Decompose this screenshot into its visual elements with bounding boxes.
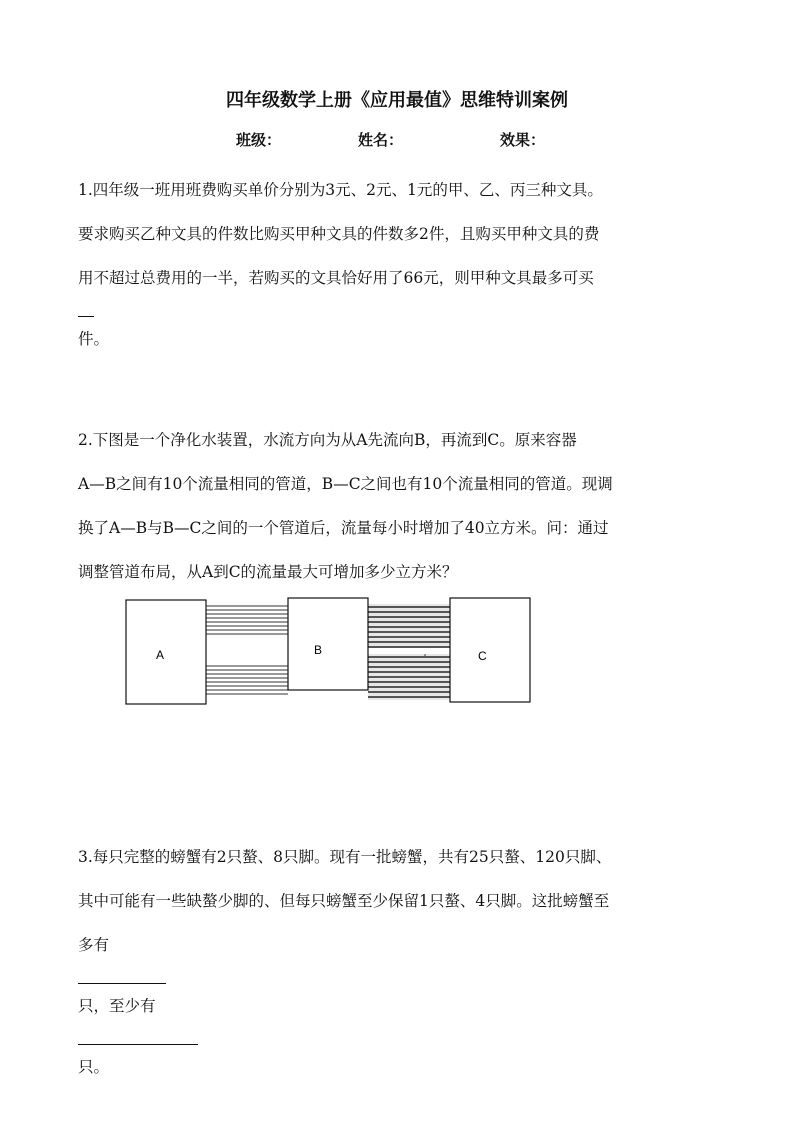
question-3-line-2: 其中可能有一些缺螯少脚的、但每只螃蟹至少保留1只螯、4只脚。这批螃蟹至 xyxy=(78,892,610,910)
label-b: B xyxy=(314,643,323,657)
question-3 xyxy=(78,835,728,1089)
question-2-line-1: 2.下图是一个净化水装置，水流方向为从A先流向B，再流到C。原来容器 xyxy=(78,431,577,449)
answer-blank-max[interactable] xyxy=(78,967,166,984)
question-3-line-3-mid: 只，至少有 xyxy=(78,997,156,1015)
question-3-line-1: 3.每只完整的螃蟹有2只螯、8只脚。现有一批螃蟹，共有25只螯、120只脚、 xyxy=(78,848,612,866)
question-2-line-3: 换了A—B与B—C之间的一个管道后，流量每小时增加了40立方米。问：通过 xyxy=(78,519,609,537)
question-1-line-2: 要求购买乙种文具的件数比购买甲种文具的件数多2件，且购买甲种文具的费 xyxy=(78,225,600,243)
class-label: 班级： xyxy=(236,131,282,149)
question-3-line-3-prefix: 多有 xyxy=(78,936,110,954)
question-1-line-1: 1.四年级一班用班费购买单价分别为3元、2元、1元的甲、乙、丙三种文具。 xyxy=(78,181,603,199)
answer-blank-min[interactable] xyxy=(78,1028,198,1045)
question-2-line-4: 调整管道布局，从A到C的流量最大可增加多少立方米？ xyxy=(78,563,458,581)
container-a xyxy=(126,600,206,704)
question-1-line-4: 件。 xyxy=(78,330,110,348)
container-c xyxy=(450,598,530,702)
worksheet-title: 四年级数学上册《应用最值》思维特训案例 xyxy=(226,90,568,111)
pipes-b-c xyxy=(368,604,450,700)
label-c: C xyxy=(478,649,487,663)
question-3-line-3-suffix: 只。 xyxy=(78,1058,110,1076)
question-1 xyxy=(78,168,728,361)
pipes-a-b xyxy=(206,606,288,694)
stray-dot xyxy=(424,654,426,656)
question-1-line-3 xyxy=(78,256,728,317)
container-b xyxy=(288,598,368,690)
question-1-line-3-text: 用不超过总费用的一半，若购买的文具恰好用了66元，则甲种文具最多可买 xyxy=(78,269,594,287)
water-pipe-diagram xyxy=(120,592,540,712)
question-2-line-2: A—B之间有10个流量相同的管道，B—C之间也有10个流量相同的管道。现调 xyxy=(78,475,613,493)
name-label: 姓名： xyxy=(358,131,404,149)
question-2 xyxy=(78,418,728,594)
label-a: A xyxy=(156,648,165,662)
effect-label: 效果： xyxy=(500,131,546,149)
question-3-line-3 xyxy=(78,923,728,1089)
answer-blank-1[interactable] xyxy=(78,300,94,317)
